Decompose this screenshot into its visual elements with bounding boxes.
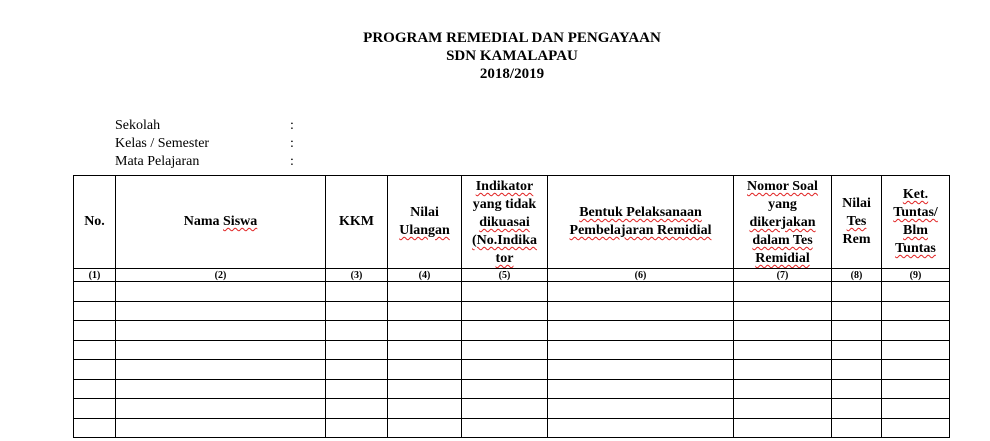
- table-cell[interactable]: [832, 340, 882, 360]
- table-cell[interactable]: [462, 379, 548, 399]
- table-cell[interactable]: [388, 340, 462, 360]
- header-line: Rem: [842, 232, 871, 247]
- table-cell[interactable]: [388, 301, 462, 321]
- table-cell[interactable]: [326, 418, 388, 438]
- table-cell[interactable]: [116, 418, 326, 438]
- table-cell[interactable]: [326, 301, 388, 321]
- column-number: (4): [388, 269, 462, 282]
- table-cell[interactable]: [462, 360, 548, 380]
- header-line: (No.Indika: [472, 233, 537, 248]
- column-header: [388, 176, 462, 269]
- info-colon: :: [290, 118, 294, 133]
- header-line: Tes: [846, 214, 867, 229]
- table-cell[interactable]: [388, 360, 462, 380]
- info-colon: :: [290, 136, 294, 151]
- table-cell[interactable]: [462, 399, 548, 419]
- table-cell[interactable]: [116, 282, 326, 302]
- column-number: (3): [326, 269, 388, 282]
- table-cell[interactable]: [734, 340, 832, 360]
- table-cell[interactable]: [734, 282, 832, 302]
- table-cell[interactable]: [882, 360, 950, 380]
- header-word: Siswa: [223, 214, 258, 229]
- column-header: [74, 176, 116, 269]
- table-cell[interactable]: [832, 399, 882, 419]
- info-colon: :: [290, 154, 294, 169]
- table-cell[interactable]: [548, 379, 734, 399]
- table-cell[interactable]: [74, 301, 116, 321]
- table-row: [74, 321, 950, 341]
- info-label: Sekolah: [115, 118, 161, 133]
- header-line: yang tidak: [472, 197, 537, 212]
- doc-title: PROGRAM REMEDIAL DAN PENGAYAAN: [363, 30, 661, 46]
- table-cell[interactable]: [388, 399, 462, 419]
- table-cell[interactable]: [734, 399, 832, 419]
- table-cell[interactable]: [116, 301, 326, 321]
- remedial-table: [73, 175, 950, 438]
- table-cell[interactable]: [74, 418, 116, 438]
- table-cell[interactable]: [462, 301, 548, 321]
- table-row: [74, 399, 950, 419]
- table-cell[interactable]: [116, 340, 326, 360]
- header-line: KKM: [339, 214, 374, 229]
- header-row: [74, 176, 950, 269]
- header-line: Bentuk Pelaksanaan: [579, 205, 702, 220]
- table-cell[interactable]: [116, 379, 326, 399]
- header-line: Blm: [903, 223, 928, 238]
- header-line: Ulangan: [399, 223, 450, 238]
- table-cell[interactable]: [116, 321, 326, 341]
- table-cell[interactable]: [882, 418, 950, 438]
- table-cell[interactable]: [734, 360, 832, 380]
- column-number: (6): [548, 269, 734, 282]
- table-cell[interactable]: [734, 379, 832, 399]
- table-cell[interactable]: [326, 360, 388, 380]
- header-line: tor: [495, 251, 514, 266]
- table-cell[interactable]: [882, 282, 950, 302]
- table-cell[interactable]: [734, 301, 832, 321]
- table-cell[interactable]: [388, 379, 462, 399]
- info-label: Kelas / Semester: [115, 136, 210, 151]
- column-header: Nama Siswa: [116, 176, 326, 269]
- column-number: (2): [116, 269, 326, 282]
- table-cell[interactable]: [116, 360, 326, 380]
- table-cell[interactable]: [462, 418, 548, 438]
- table-cell[interactable]: [74, 340, 116, 360]
- column-number: (5): [462, 269, 548, 282]
- table-cell[interactable]: [734, 418, 832, 438]
- table-row: [74, 282, 950, 302]
- table-cell[interactable]: [882, 399, 950, 419]
- header-line: Tuntas/: [893, 205, 938, 220]
- table-cell[interactable]: [74, 399, 116, 419]
- school-year: 2018/2019: [479, 66, 545, 82]
- table-cell[interactable]: [74, 321, 116, 341]
- table-cell[interactable]: [548, 418, 734, 438]
- table-cell[interactable]: [326, 282, 388, 302]
- header-line: yang: [768, 197, 797, 212]
- header-line: Ket.: [902, 187, 929, 202]
- table-cell[interactable]: [326, 379, 388, 399]
- table-cell[interactable]: [832, 321, 882, 341]
- table-cell[interactable]: [462, 282, 548, 302]
- table-cell[interactable]: [74, 282, 116, 302]
- header-line: Remidial: [755, 251, 810, 266]
- table-cell[interactable]: [734, 321, 832, 341]
- info-label: Mata Pelajaran: [115, 154, 200, 169]
- table-cell[interactable]: [882, 379, 950, 399]
- table-cell[interactable]: [74, 360, 116, 380]
- table-row: [74, 301, 950, 321]
- table-cell[interactable]: [832, 301, 882, 321]
- table-cell[interactable]: [116, 399, 326, 419]
- column-number: (8): [832, 269, 882, 282]
- table-cell[interactable]: [462, 340, 548, 360]
- header-line: Tuntas: [895, 241, 936, 256]
- column-number-row: [74, 269, 950, 282]
- table-cell[interactable]: [388, 418, 462, 438]
- header-line: Nilai: [410, 205, 439, 220]
- info-field: [115, 135, 294, 153]
- table-cell[interactable]: [882, 301, 950, 321]
- table-cell[interactable]: [388, 321, 462, 341]
- header-line: Nilai: [842, 196, 871, 211]
- header-line: Indikator: [475, 179, 534, 194]
- column-header: [462, 176, 548, 269]
- table-cell[interactable]: [462, 321, 548, 341]
- table-cell[interactable]: [548, 301, 734, 321]
- table-cell[interactable]: [548, 360, 734, 380]
- info-field: [115, 117, 294, 135]
- school-name: SDN KAMALAPAU: [446, 48, 578, 64]
- column-header: [326, 176, 388, 269]
- table-cell[interactable]: [832, 360, 882, 380]
- table-cell[interactable]: [388, 282, 462, 302]
- table-cell[interactable]: [326, 399, 388, 419]
- header-line: No.: [84, 214, 105, 229]
- table-cell[interactable]: [832, 379, 882, 399]
- table-cell[interactable]: [326, 321, 388, 341]
- column-header: [548, 176, 734, 269]
- info-field: [115, 153, 294, 171]
- table-row: [74, 418, 950, 438]
- header-line: dikerjakan: [749, 215, 816, 230]
- column-number: (9): [882, 269, 950, 282]
- table-cell[interactable]: [74, 379, 116, 399]
- table-cell[interactable]: [882, 321, 950, 341]
- table-cell[interactable]: [548, 399, 734, 419]
- table-cell[interactable]: [548, 340, 734, 360]
- header-line: dikuasai: [479, 215, 530, 230]
- column-header: [734, 176, 832, 269]
- column-number: (1): [74, 269, 116, 282]
- table-cell[interactable]: [832, 282, 882, 302]
- table-cell[interactable]: [832, 418, 882, 438]
- column-header: [882, 176, 950, 269]
- column-number: (7): [734, 269, 832, 282]
- header-line: Pembelajaran Remidial: [569, 223, 712, 238]
- table-row: [74, 340, 950, 360]
- table-cell[interactable]: [548, 282, 734, 302]
- table-cell[interactable]: [548, 321, 734, 341]
- header-line: Nomor Soal: [747, 179, 818, 194]
- table-row: [74, 360, 950, 380]
- header-line: dalam Tes: [752, 233, 813, 248]
- table-cell[interactable]: [882, 340, 950, 360]
- table-cell[interactable]: [326, 340, 388, 360]
- column-header: [832, 176, 882, 269]
- table-row: [74, 379, 950, 399]
